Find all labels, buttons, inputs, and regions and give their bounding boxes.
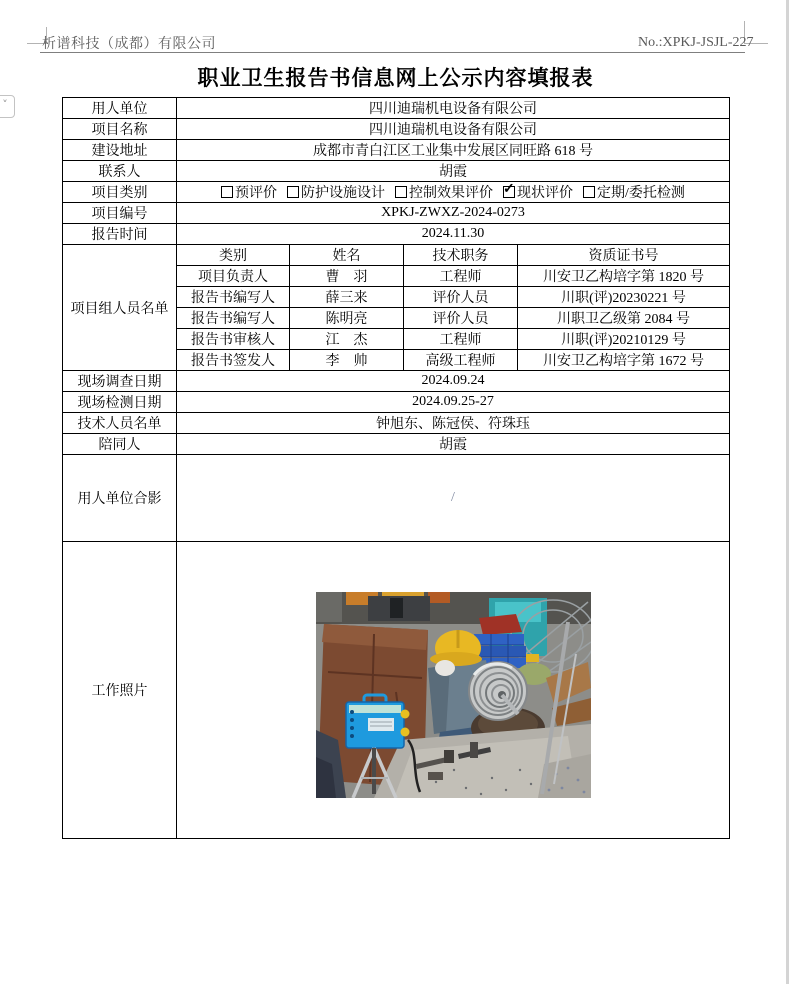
field-value-work-photo	[177, 542, 730, 839]
personnel-col-cert: 资质证书号	[518, 245, 730, 266]
field-value-address: 成都市青白江区工业集中发展区同旺路 618 号	[177, 140, 730, 161]
table-row	[63, 542, 730, 839]
checkbox-icon[interactable]	[221, 186, 233, 198]
option-status-evaluation	[503, 182, 573, 202]
personnel-header-row	[63, 245, 730, 266]
personnel-category: 报告书审核人	[177, 329, 290, 350]
personnel-title: 工程师	[404, 266, 518, 287]
personnel-title: 评价人员	[404, 308, 518, 329]
field-value-accompany: 胡霞	[177, 434, 730, 455]
personnel-category: 报告书编写人	[177, 308, 290, 329]
personnel-col-title: 技术职务	[404, 245, 518, 266]
personnel-name: 李 帅	[290, 350, 404, 371]
field-label-employer: 用人单位	[63, 98, 177, 119]
option-control-effect	[395, 182, 493, 202]
personnel-title: 高级工程师	[404, 350, 518, 371]
field-value-project-name: 四川迪瑞机电设备有限公司	[177, 119, 730, 140]
personnel-col-name: 姓名	[290, 245, 404, 266]
table-row	[63, 203, 730, 224]
field-label-test-date: 现场检测日期	[63, 392, 177, 413]
checkbox-icon[interactable]	[287, 186, 299, 198]
table-row	[63, 434, 730, 455]
personnel-category: 项目负责人	[177, 266, 290, 287]
work-photo	[316, 592, 591, 798]
table-row	[63, 98, 730, 119]
personnel-name: 陈明亮	[290, 308, 404, 329]
table-row	[63, 413, 730, 434]
personnel-category: 报告书签发人	[177, 350, 290, 371]
checkbox-icon[interactable]	[395, 186, 407, 198]
field-value-employer: 四川迪瑞机电设备有限公司	[177, 98, 730, 119]
group-photo-placeholder: /	[451, 490, 455, 505]
header-company: 析谱科技（成都）有限公司	[42, 37, 216, 52]
field-label-accompany: 陪同人	[63, 434, 177, 455]
table-row	[63, 371, 730, 392]
option-label: 定期/委托检测	[597, 186, 685, 201]
checkbox-icon[interactable]	[583, 186, 595, 198]
workshop-photo-illustration	[316, 592, 591, 798]
option-pre-evaluation	[221, 182, 277, 202]
form-table	[62, 97, 730, 839]
field-value-group-photo	[177, 455, 730, 542]
field-value-technicians: 钟旭东、陈冠侯、符珠珏	[177, 413, 730, 434]
table-row	[63, 119, 730, 140]
personnel-cert: 川职(评)20210129 号	[518, 329, 730, 350]
personnel-name: 曹 羽	[290, 266, 404, 287]
page-title: 职业卫生报告书信息网上公示内容填报表	[197, 67, 594, 90]
field-value-survey-date: 2024.09.24	[177, 371, 730, 392]
field-label-report-date: 报告时间	[63, 224, 177, 245]
option-label: 预评价	[235, 186, 278, 201]
table-row	[63, 224, 730, 245]
table-row	[63, 161, 730, 182]
personnel-cert: 川职卫乙级第 2084 号	[518, 308, 730, 329]
field-label-personnel: 项目组人员名单	[63, 245, 177, 371]
personnel-cert: 川安卫乙构培字第 1820 号	[518, 266, 730, 287]
option-label: 控制效果评价	[409, 186, 494, 201]
option-label: 防护设施设计	[301, 186, 386, 201]
chevron-down-icon[interactable]: ˅	[0, 95, 15, 118]
personnel-category: 报告书编写人	[177, 287, 290, 308]
personnel-name: 薛三来	[290, 287, 404, 308]
personnel-cert: 川职(评)20230221 号	[518, 287, 730, 308]
personnel-name: 江 杰	[290, 329, 404, 350]
option-periodic-test	[583, 182, 685, 202]
field-label-project-no: 项目编号	[63, 203, 177, 224]
personnel-cert: 川安卫乙构培字第 1672 号	[518, 350, 730, 371]
field-value-project-no: XPKJ-ZWXZ-2024-0273	[177, 203, 730, 224]
table-row	[63, 182, 730, 203]
field-label-contact: 联系人	[63, 161, 177, 182]
field-label-group-photo: 用人单位合影	[63, 455, 177, 542]
header-rule	[40, 52, 745, 53]
field-label-technicians: 技术人员名单	[63, 413, 177, 434]
checkbox-icon[interactable]	[503, 186, 515, 198]
field-value-report-date: 2024.11.30	[177, 224, 730, 245]
option-label: 现状评价	[517, 186, 574, 201]
personnel-title: 评价人员	[404, 287, 518, 308]
option-protection-design	[287, 182, 385, 202]
table-row	[63, 455, 730, 542]
field-value-test-date: 2024.09.25-27	[177, 392, 730, 413]
header-document-number: No.:XPKJ-JSJL-227	[638, 35, 754, 50]
table-row	[63, 140, 730, 161]
field-label-project-name: 项目名称	[63, 119, 177, 140]
table-row	[63, 392, 730, 413]
field-label-survey-date: 现场调查日期	[63, 371, 177, 392]
field-value-project-type	[177, 182, 730, 203]
personnel-title: 工程师	[404, 329, 518, 350]
personnel-col-category: 类别	[177, 245, 290, 266]
field-label-address: 建设地址	[63, 140, 177, 161]
field-label-work-photo: 工作照片	[63, 542, 177, 839]
field-value-contact: 胡霞	[177, 161, 730, 182]
field-label-project-type: 项目类别	[63, 182, 177, 203]
